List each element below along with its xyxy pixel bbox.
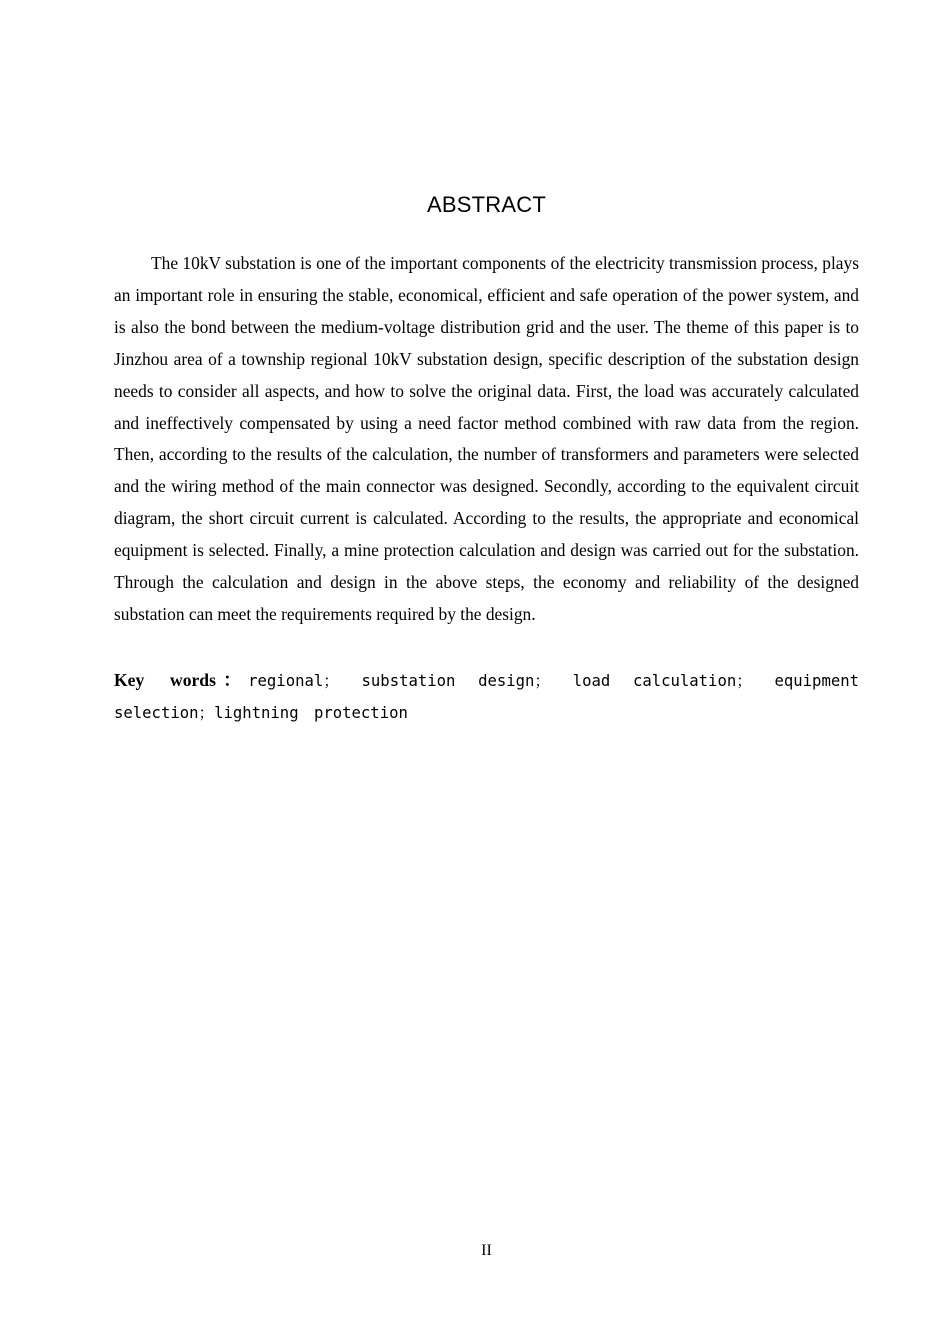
page-number: II xyxy=(481,1242,492,1259)
keywords-text: regional； substation design； load calculation； equipment selection；lightning protection xyxy=(114,672,860,722)
abstract-title: ABSTRACT xyxy=(427,192,546,217)
keywords-line xyxy=(114,664,859,729)
abstract-body: The 10kV substation is one of the important components of the electricity transmission process, plays an important role in ensuring the stable, economical, efficient and safe operation of the power system, and is also the bond between the medium-voltage distribution grid and the user. The theme of this paper is to Jinzhou area of a township regional 10kV substation design, specific description of the substation design needs to consider all aspects, and how to solve the original data. First, the load was accurately calculated and ineffectively compensated by using a need factor method combined with raw data from the region. Then, according to the results of the calculation, the number of transformers and parameters were selected and the wiring method of the main connector was designed. Secondly, according to the equivalent circuit diagram, the short circuit current is calculated. According to the results, the appropriate and economical equipment is selected. Finally, a mine protection calculation and design was carried out for the substation. Through the calculation and design in the above steps, the economy and reliability of the designed substation can meet the requirements required by the design. xyxy=(114,253,859,624)
keywords-label: Key words： xyxy=(114,670,249,690)
